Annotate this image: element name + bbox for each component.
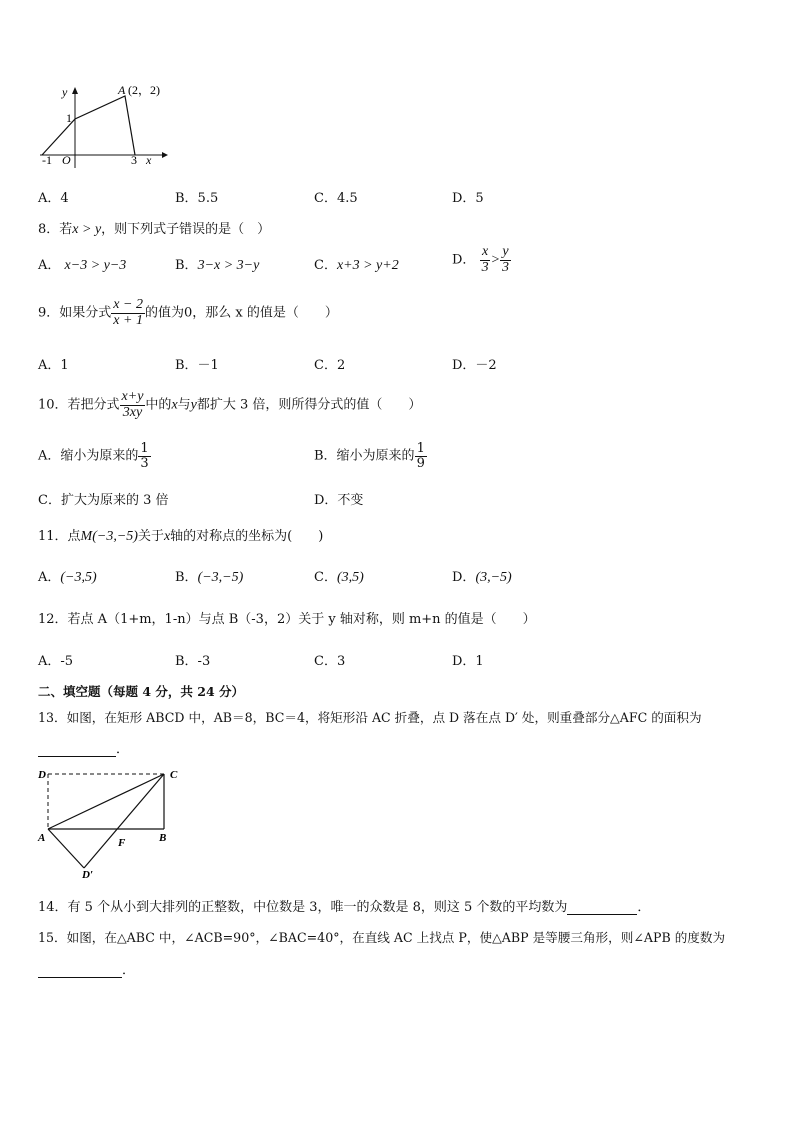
- q12-option-c[interactable]: C．3: [314, 654, 346, 669]
- option-value: (−3,−5): [197, 570, 244, 585]
- y-axis-arrow: [72, 87, 78, 94]
- q14-end: ．: [637, 900, 651, 915]
- q13-answer-line[interactable]: [38, 738, 129, 757]
- fraction-numerator: x+y: [121, 389, 144, 404]
- rectangle-fold-figure: [36, 764, 186, 879]
- q10-prefix: 10．若把分式: [38, 397, 120, 413]
- question-11-stem: [38, 525, 323, 545]
- origin-label: O: [62, 153, 71, 167]
- segment-ad2: [48, 829, 84, 868]
- answer-blank[interactable]: [38, 963, 122, 978]
- fraction-numerator: 1: [140, 441, 149, 456]
- option-expression: x−3 > y−3: [64, 258, 127, 273]
- fraction-denominator: 3xy: [122, 404, 143, 420]
- option-letter: B．: [175, 570, 198, 585]
- greater-than-sign: >: [490, 252, 501, 268]
- segment-d2c: [84, 774, 167, 868]
- fraction-numerator: 1: [416, 441, 425, 456]
- q7-option-b[interactable]: B．5.5: [175, 191, 219, 206]
- option-value: (3,5): [336, 570, 364, 585]
- q9-suffix: 的值为0，那么 x 的值是（ ）: [144, 305, 338, 321]
- option-letter: B．: [175, 258, 198, 273]
- q11-axis: x: [163, 529, 171, 544]
- q10-fraction: [120, 390, 146, 420]
- diagonal-ac: [48, 774, 164, 829]
- option-value: (−3,5): [60, 570, 97, 585]
- answer-blank[interactable]: [567, 900, 637, 915]
- q10-option-b[interactable]: [314, 442, 427, 470]
- question-14-stem: [38, 896, 650, 915]
- fraction-numerator: y: [502, 244, 509, 259]
- q11-point: M(−3,−5): [80, 529, 138, 544]
- fraction-numerator: x: [481, 244, 489, 259]
- q10-option-d[interactable]: D．不变: [314, 493, 364, 508]
- question-9-stem: [38, 298, 338, 328]
- question-12-stem: 12．若点 A（1+m，1-n）与点 B（-3，2）关于 y 轴对称，则 m+n 的值是（ ）: [38, 612, 536, 627]
- q8-option-c[interactable]: [314, 254, 399, 274]
- option-value: (3,−5): [475, 570, 512, 585]
- variable-y: y: [190, 397, 197, 413]
- q8-suffix: ，则下列式子错误的是（ ）: [101, 222, 271, 237]
- q15-answer-line[interactable]: [38, 959, 135, 978]
- fraction-numerator: x − 2: [113, 297, 143, 312]
- question-13-stem: 13．如图，在矩形 ABCD 中，AB＝8，BC＝4，将矩形沿 AC 折叠，点 D 落在点 D′ 处，则重叠部分△AFC 的面积为: [38, 710, 702, 725]
- q8-prefix: 8．若: [38, 222, 73, 237]
- option-letter: A．: [38, 570, 61, 585]
- label-b: B: [159, 832, 167, 844]
- q11-option-c[interactable]: [314, 566, 364, 586]
- question-8-stem: [38, 218, 270, 238]
- label-f: F: [118, 837, 126, 849]
- q11-option-a[interactable]: [38, 566, 97, 586]
- x-axis-arrow: [162, 152, 168, 158]
- q11-suffix: 轴的对称点的坐标为( ): [170, 529, 324, 544]
- q11-text: 关于: [137, 529, 164, 544]
- q9-option-c[interactable]: C．2: [314, 358, 346, 373]
- question-10-stem: [38, 390, 421, 420]
- q9-fraction: [111, 298, 145, 328]
- q15-end: ．: [122, 963, 136, 978]
- x-tick-neg1: -1: [42, 153, 52, 167]
- graph-line: [42, 96, 135, 155]
- fraction-x-over-3: [480, 245, 491, 275]
- option-text: B．缩小为原来的: [314, 448, 415, 464]
- y-axis-label: y: [62, 85, 68, 99]
- coordinate-graph: [34, 82, 174, 172]
- q7-option-c[interactable]: C．4.5: [314, 191, 358, 206]
- label-d-prime: D′: [82, 869, 94, 879]
- q12-option-d[interactable]: D．1: [452, 654, 484, 669]
- fraction-y-over-3: [500, 245, 511, 275]
- section-heading: 二、填空题（每题 4 分，共 24 分）: [38, 684, 245, 699]
- x-axis-label: x: [146, 153, 152, 167]
- fraction-denominator: 3: [481, 259, 489, 275]
- q7-option-a[interactable]: A．4: [38, 191, 69, 206]
- fraction-denominator: x + 1: [113, 312, 143, 328]
- fraction-denominator: 9: [416, 455, 425, 471]
- q8-condition: x > y: [72, 222, 102, 237]
- q9-prefix: 9．如果分式: [38, 305, 112, 321]
- x-tick-3: 3: [131, 153, 137, 167]
- q11-prefix: 11．点: [38, 529, 81, 544]
- label-d: D: [38, 769, 46, 781]
- q12-option-a[interactable]: A．-5: [38, 654, 74, 669]
- option-letter: C．: [314, 570, 337, 585]
- option-text: A．缩小为原来的: [38, 448, 139, 464]
- option-letter: C．: [314, 258, 337, 273]
- q9-option-b[interactable]: B．－1: [175, 358, 219, 373]
- q10-text: 都扩大 3 倍，则所得分式的值（ ）: [196, 397, 422, 413]
- q8-option-b[interactable]: [175, 254, 259, 274]
- y-tick-1: 1: [66, 111, 72, 125]
- q14-text: 14．有 5 个从小到大排列的正整数，中位数是 3，唯一的众数是 8，则这 5 个数的平均数为: [38, 900, 568, 915]
- q8-option-d[interactable]: [452, 245, 511, 275]
- q12-option-b[interactable]: B．-3: [175, 654, 211, 669]
- q9-option-a[interactable]: A．1: [38, 358, 69, 373]
- q10-option-a[interactable]: [38, 442, 151, 470]
- option-letter: D．: [452, 570, 476, 585]
- q10-text: 中的: [145, 397, 172, 413]
- fraction-one-ninth: [415, 442, 427, 470]
- option-expression: x+3 > y+2: [336, 258, 399, 273]
- q9-option-d[interactable]: D．－2: [452, 358, 497, 373]
- label-c: C: [170, 769, 178, 781]
- fraction-denominator: 3: [502, 259, 510, 275]
- q10-text: 与: [177, 397, 191, 413]
- point-a-label: A: [118, 83, 126, 97]
- q13-end: ．: [116, 742, 130, 757]
- option-expression: 3−x > 3−y: [197, 258, 260, 273]
- q11-option-d[interactable]: [452, 566, 512, 586]
- label-a: A: [38, 832, 46, 844]
- answer-blank[interactable]: [38, 742, 116, 757]
- q8-option-a[interactable]: [38, 254, 126, 274]
- variable-x: x: [171, 397, 178, 413]
- fraction-denominator: 3: [140, 455, 149, 471]
- q7-option-d[interactable]: D．5: [452, 191, 484, 206]
- option-letter: A．: [38, 258, 61, 273]
- point-a-coord: (2，2): [128, 83, 160, 97]
- question-15-stem: 15．如图，在△ABC 中，∠ACB=90°，∠BAC=40°，在直线 AC 上找点 P，使△ABP 是等腰三角形，则∠APB 的度数为: [38, 930, 726, 945]
- option-letter: D．: [452, 252, 476, 268]
- q11-option-b[interactable]: [175, 566, 243, 586]
- q10-option-c[interactable]: C．扩大为原来的 3 倍: [38, 493, 169, 508]
- fraction-one-third: [138, 442, 150, 470]
